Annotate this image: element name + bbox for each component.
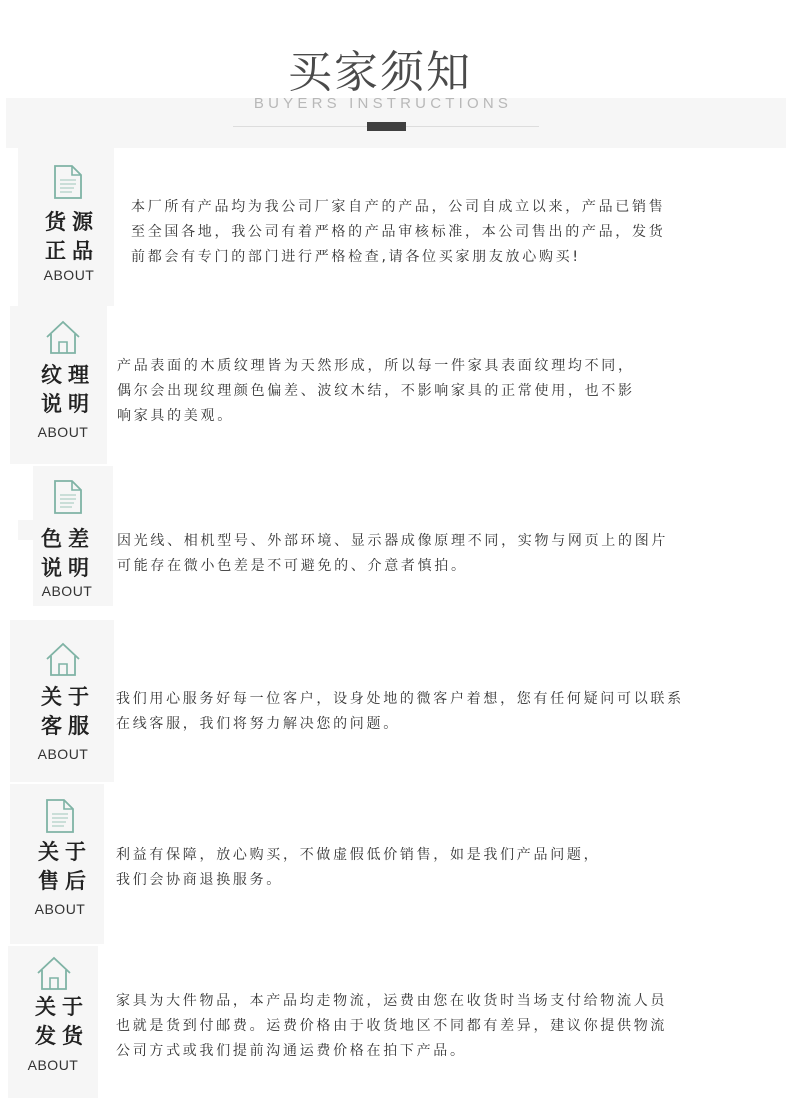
document-icon <box>44 798 76 834</box>
section-label: 纹理 说明 <box>41 363 95 416</box>
about-label: ABOUT <box>41 583 93 599</box>
about-label: ABOUT <box>27 1057 79 1073</box>
section-label: 货源 正品 <box>45 210 99 263</box>
section-label: 色差 说明 <box>41 527 95 580</box>
about-label: ABOUT <box>43 267 95 283</box>
house-icon <box>35 954 73 992</box>
page-title: 买家须知 <box>288 47 472 98</box>
house-icon <box>44 640 82 678</box>
document-icon <box>52 164 84 200</box>
header-accent-bar <box>367 122 406 131</box>
section-body: 因光线、相机型号、外部环境、显示器成像原理不同，实物与网页上的图片 可能存在微小色差是不可避免的、介意者慎拍。 <box>117 533 669 574</box>
about-label: ABOUT <box>34 901 86 917</box>
section-body: 本厂所有产品均为我公司厂家自产的产品，公司自成立以来，产品已销售 至全国各地，我公司有着严格的产品审核标准，本公司售出的产品，发货 前都会有专门的部门进行严格检查,请各位买家朋友放心购买! <box>131 199 666 265</box>
page-subtitle: BUYERS INSTRUCTIONS <box>253 95 513 112</box>
house-icon <box>44 318 82 356</box>
section-body: 产品表面的木质纹理皆为天然形成，所以每一件家具表面纹理均不同， 偶尔会出现纹理颜色偏差、波纹木结，不影响家具的正常使用，也不影 响家具的美观。 <box>117 358 635 424</box>
section-label: 关于 发货 <box>35 995 89 1048</box>
document-icon <box>52 479 84 515</box>
about-label: ABOUT <box>37 424 89 440</box>
section-label: 关于 售后 <box>38 840 92 893</box>
section-body: 家具为大件物品，本产品均走物流，运费由您在收货时当场支付给物流人员 也就是货到付邮费。运费价格由于收货地区不同都有差异，建议你提供物流 公司方式或我们提前沟通运费价格在拍下产品。 <box>116 993 668 1059</box>
about-label: ABOUT <box>37 746 89 762</box>
section-body: 我们用心服务好每一位客户，设身处地的微客户着想，您有任何疑问可以联系 在线客服，我们将努力解决您的问题。 <box>116 691 684 732</box>
section-label: 关于 客服 <box>41 685 95 738</box>
section-body: 利益有保障，放心购买，不做虚假低价销售，如是我们产品问题， 我们会协商退换服务。 <box>116 847 601 888</box>
